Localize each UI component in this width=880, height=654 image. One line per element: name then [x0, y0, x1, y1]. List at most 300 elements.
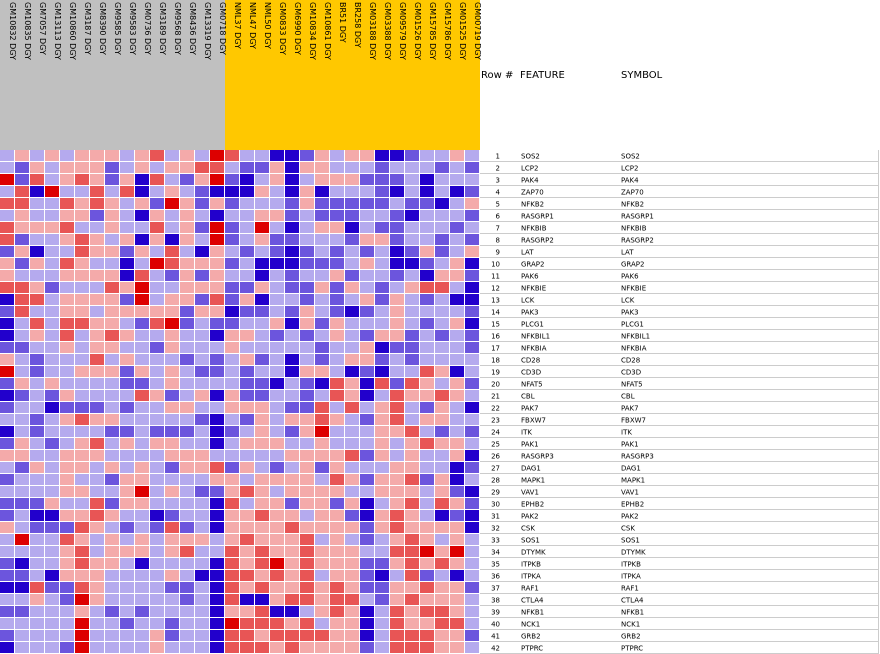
heatmap-cell: [435, 642, 449, 653]
heatmap-cell: [75, 606, 89, 617]
heatmap-cell: [375, 498, 389, 509]
heatmap-cell: [285, 306, 299, 317]
heatmap-cell: [225, 582, 239, 593]
heatmap-cell: [0, 234, 14, 245]
heatmap-cell: [270, 546, 284, 557]
heatmap-cell: [420, 510, 434, 521]
row-feature: RAF1: [521, 584, 539, 593]
heatmap-cell: [465, 246, 479, 257]
heatmap-cell: [360, 510, 374, 521]
heatmap-cell: [15, 618, 29, 629]
heatmap-cell: [120, 630, 134, 641]
heatmap-cell: [285, 582, 299, 593]
heatmap-cell: [285, 546, 299, 557]
heatmap-cell: [165, 318, 179, 329]
heatmap-cell: [60, 606, 74, 617]
heatmap-cell: [120, 378, 134, 389]
column-label: GM00719 DGY: [473, 2, 482, 60]
heatmap-cell: [0, 330, 14, 341]
heatmap-cell: [315, 462, 329, 473]
heatmap-cell: [390, 270, 404, 281]
heatmap-cell: [330, 534, 344, 545]
row-feature: PTPRC: [521, 644, 544, 653]
heatmap-cell: [225, 630, 239, 641]
heatmap-cell: [300, 474, 314, 485]
heatmap-cell: [345, 318, 359, 329]
heatmap-cell: [435, 462, 449, 473]
heatmap-cell: [360, 438, 374, 449]
heatmap-cell: [15, 402, 29, 413]
heatmap-cell: [225, 162, 239, 173]
heatmap-cell: [420, 378, 434, 389]
heatmap-cell: [345, 522, 359, 533]
heatmap-cell: [15, 570, 29, 581]
heatmap-cell: [30, 390, 44, 401]
row-number-header: Row #: [481, 70, 514, 81]
heatmap-cell: [330, 366, 344, 377]
heatmap-cell: [210, 642, 224, 653]
heatmap-cell: [0, 354, 14, 365]
heatmap-cell: [315, 510, 329, 521]
heatmap-cell: [315, 426, 329, 437]
heatmap-cell: [435, 162, 449, 173]
heatmap-cell: [60, 150, 74, 161]
row-number: 42: [491, 644, 500, 653]
heatmap-cell: [75, 318, 89, 329]
heatmap-cell: [420, 186, 434, 197]
heatmap-cell: [285, 426, 299, 437]
heatmap-cell: [45, 594, 59, 605]
heatmap-cell: [240, 270, 254, 281]
heatmap-cell: [315, 438, 329, 449]
heatmap-cell: [450, 546, 464, 557]
heatmap-cell: [105, 234, 119, 245]
heatmap-cell: [75, 354, 89, 365]
heatmap-cell: [30, 546, 44, 557]
heatmap-cell: [375, 210, 389, 221]
column-label: GM0718 DGY: [218, 2, 227, 55]
heatmap-cell: [405, 210, 419, 221]
heatmap-cell: [75, 486, 89, 497]
heatmap-cell: [405, 414, 419, 425]
row-feature: PAK4: [521, 176, 539, 185]
heatmap-cell: [0, 366, 14, 377]
heatmap-cell: [255, 162, 269, 173]
row-feature: NFKBIE: [521, 284, 547, 293]
heatmap-cell: [270, 462, 284, 473]
heatmap-cell: [105, 498, 119, 509]
heatmap-cell: [435, 270, 449, 281]
heatmap-cell: [405, 498, 419, 509]
heatmap-cell: [405, 150, 419, 161]
heatmap-cell: [450, 150, 464, 161]
heatmap-cell: [255, 402, 269, 413]
heatmap-cell: [375, 186, 389, 197]
heatmap-cell: [75, 474, 89, 485]
column-label: GM10860 DGY: [68, 2, 77, 60]
heatmap-cell: [360, 474, 374, 485]
heatmap-cell: [240, 630, 254, 641]
heatmap-cell: [270, 414, 284, 425]
heatmap-cell: [150, 162, 164, 173]
row-feature: LAT: [521, 248, 534, 257]
heatmap-cell: [255, 198, 269, 209]
heatmap-cell: [30, 426, 44, 437]
heatmap-cell: [225, 366, 239, 377]
heatmap-cell: [150, 222, 164, 233]
heatmap-cell: [90, 186, 104, 197]
heatmap-cell: [180, 342, 194, 353]
heatmap-cell: [195, 510, 209, 521]
heatmap-cell: [420, 558, 434, 569]
column-label: GM3189 DGY: [158, 2, 167, 55]
heatmap-cell: [465, 450, 479, 461]
heatmap-cell: [0, 558, 14, 569]
row-symbol: NFKBIE: [621, 284, 647, 293]
row-feature: GRAP2: [521, 260, 545, 269]
heatmap-cell: [405, 330, 419, 341]
heatmap-cell: [240, 546, 254, 557]
heatmap-cell: [315, 282, 329, 293]
heatmap-cell: [15, 186, 29, 197]
heatmap-cell: [270, 246, 284, 257]
heatmap-cell: [435, 246, 449, 257]
heatmap-cell: [120, 210, 134, 221]
heatmap-cell: [165, 186, 179, 197]
heatmap-cell: [315, 618, 329, 629]
heatmap-cell: [0, 390, 14, 401]
heatmap-cell: [360, 498, 374, 509]
heatmap-cell: [465, 162, 479, 173]
heatmap-cell: [375, 246, 389, 257]
heatmap-cell: [315, 162, 329, 173]
row-number: 21: [491, 392, 500, 401]
heatmap-cell: [165, 474, 179, 485]
heatmap-cell: [300, 462, 314, 473]
heatmap-cell: [60, 642, 74, 653]
heatmap-cell: [180, 318, 194, 329]
heatmap-cell: [450, 498, 464, 509]
heatmap-cell: [210, 534, 224, 545]
column-label: NML47 DGY: [248, 2, 257, 49]
heatmap-cell: [450, 534, 464, 545]
row-number: 39: [491, 608, 500, 617]
heatmap-cell: [90, 246, 104, 257]
heatmap-cell: [255, 522, 269, 533]
heatmap-cell: [45, 210, 59, 221]
heatmap-cell: [390, 474, 404, 485]
heatmap-cell: [150, 174, 164, 185]
heatmap-cell: [345, 642, 359, 653]
heatmap-cell: [45, 618, 59, 629]
heatmap-cell: [90, 174, 104, 185]
row-symbol: PAK1: [621, 440, 639, 449]
heatmap-cell: [195, 222, 209, 233]
heatmap-cell: [165, 546, 179, 557]
heatmap-cell: [225, 294, 239, 305]
heatmap-cell: [390, 510, 404, 521]
heatmap-cell: [15, 162, 29, 173]
heatmap-cell: [45, 258, 59, 269]
heatmap-cell: [0, 546, 14, 557]
heatmap-cell: [0, 618, 14, 629]
heatmap-cell: [180, 630, 194, 641]
heatmap-cell: [345, 438, 359, 449]
row-symbol: NFKBIL1: [621, 332, 651, 341]
heatmap-cell: [240, 162, 254, 173]
heatmap-cell: [15, 150, 29, 161]
row-symbol: CD28: [621, 356, 641, 365]
heatmap-cell: [195, 318, 209, 329]
heatmap-cell: [165, 450, 179, 461]
heatmap-cell: [360, 198, 374, 209]
heatmap-cell: [435, 438, 449, 449]
heatmap-cell: [225, 426, 239, 437]
row-symbol: ITPKB: [621, 560, 641, 569]
heatmap-cell: [270, 294, 284, 305]
row-feature: RASGRP2: [521, 236, 554, 245]
heatmap-cell: [315, 414, 329, 425]
heatmap-cell: [375, 642, 389, 653]
heatmap-cell: [435, 330, 449, 341]
row-feature: EPHB2: [521, 500, 545, 509]
heatmap-cell: [60, 594, 74, 605]
heatmap-cell: [105, 414, 119, 425]
heatmap-cell: [75, 366, 89, 377]
heatmap-cell: [165, 174, 179, 185]
heatmap-cell: [315, 402, 329, 413]
heatmap-cell: [450, 318, 464, 329]
row-feature: MAPK1: [521, 476, 546, 485]
heatmap-cell: [465, 486, 479, 497]
row-feature: ITPKB: [521, 560, 541, 569]
heatmap-cell: [195, 438, 209, 449]
row-feature: CBL: [521, 392, 535, 401]
heatmap-cell: [405, 294, 419, 305]
heatmap-cell: [405, 522, 419, 533]
heatmap-cell: [405, 174, 419, 185]
heatmap-cell: [135, 318, 149, 329]
heatmap-cell: [0, 306, 14, 317]
heatmap-cell: [315, 186, 329, 197]
heatmap-cell: [435, 606, 449, 617]
heatmap-cell: [210, 606, 224, 617]
column-label: GM9583 DGY: [128, 2, 137, 55]
heatmap-cell: [135, 606, 149, 617]
heatmap-cell: [270, 198, 284, 209]
heatmap-cell: [135, 498, 149, 509]
heatmap-cell: [375, 582, 389, 593]
row-symbol: FBXW7: [621, 416, 646, 425]
heatmap-cell: [330, 558, 344, 569]
heatmap-cell: [150, 318, 164, 329]
heatmap-cell: [390, 366, 404, 377]
heatmap-cell: [390, 390, 404, 401]
heatmap-cell: [420, 630, 434, 641]
heatmap-cell: [0, 258, 14, 269]
row-number: 40: [491, 620, 500, 629]
heatmap-cell: [210, 402, 224, 413]
heatmap-cell: [0, 246, 14, 257]
heatmap-cell: [375, 378, 389, 389]
heatmap-cell: [300, 330, 314, 341]
heatmap-cell: [45, 606, 59, 617]
heatmap-cell: [60, 546, 74, 557]
heatmap-cell: [360, 642, 374, 653]
heatmap-cell: [30, 246, 44, 257]
heatmap-cell: [180, 582, 194, 593]
heatmap-cell: [180, 642, 194, 653]
heatmap-cell: [180, 174, 194, 185]
heatmap-cell: [300, 546, 314, 557]
heatmap-cell: [330, 330, 344, 341]
heatmap-cell: [225, 354, 239, 365]
heatmap-cell: [270, 618, 284, 629]
column-label: GM13113 DGY: [53, 2, 62, 60]
heatmap-cell: [405, 582, 419, 593]
heatmap-cell: [135, 570, 149, 581]
heatmap-cell: [180, 570, 194, 581]
row-symbol: NCK1: [621, 620, 641, 629]
row-feature: NFKBIA: [521, 344, 547, 353]
heatmap-cell: [135, 366, 149, 377]
heatmap-cell: [435, 618, 449, 629]
heatmap-cell: [195, 150, 209, 161]
row-number: 7: [495, 224, 500, 233]
heatmap-cell: [345, 306, 359, 317]
heatmap-cell: [390, 342, 404, 353]
heatmap-cell: [90, 270, 104, 281]
heatmap-cell: [270, 258, 284, 269]
heatmap-cell: [465, 234, 479, 245]
heatmap-cell: [45, 222, 59, 233]
heatmap-cell: [225, 378, 239, 389]
row-number: 1: [495, 152, 500, 161]
heatmap-cell: [255, 606, 269, 617]
row-number: 30: [491, 500, 500, 509]
heatmap-cell: [300, 510, 314, 521]
heatmap-cell: [120, 306, 134, 317]
heatmap-cell: [285, 606, 299, 617]
heatmap-cell: [240, 198, 254, 209]
heatmap-cell: [330, 258, 344, 269]
heatmap-cell: [345, 366, 359, 377]
heatmap-cell: [450, 618, 464, 629]
heatmap-cell: [300, 174, 314, 185]
heatmap-cell: [450, 642, 464, 653]
heatmap-cell: [30, 258, 44, 269]
heatmap-cell: [165, 234, 179, 245]
heatmap-cell: [420, 450, 434, 461]
heatmap-cell: [300, 402, 314, 413]
heatmap-cell: [225, 234, 239, 245]
heatmap-cell: [345, 354, 359, 365]
heatmap-cell: [15, 630, 29, 641]
heatmap-cell: [420, 438, 434, 449]
heatmap-cell: [285, 630, 299, 641]
heatmap-cell: [150, 330, 164, 341]
heatmap-cell: [360, 618, 374, 629]
heatmap-cell: [225, 342, 239, 353]
heatmap-cell: [165, 222, 179, 233]
heatmap-cell: [450, 594, 464, 605]
heatmap-cell: [60, 618, 74, 629]
heatmap-cell: [255, 258, 269, 269]
heatmap-cell: [345, 462, 359, 473]
heatmap-cell: [375, 222, 389, 233]
heatmap-cell: [285, 450, 299, 461]
heatmap-cell: [405, 474, 419, 485]
heatmap-cell: [75, 510, 89, 521]
heatmap-cell: [150, 186, 164, 197]
row-number: 37: [491, 584, 500, 593]
heatmap-cell: [75, 162, 89, 173]
heatmap-cell: [195, 462, 209, 473]
heatmap-cell: [225, 150, 239, 161]
heatmap-cell: [30, 606, 44, 617]
heatmap-cell: [240, 606, 254, 617]
heatmap-cell: [75, 402, 89, 413]
heatmap-cell: [150, 606, 164, 617]
heatmap-cell: [120, 258, 134, 269]
heatmap-cell: [390, 318, 404, 329]
heatmap-cell: [75, 534, 89, 545]
heatmap-cell: [165, 342, 179, 353]
heatmap-cell: [465, 258, 479, 269]
heatmap-cell: [270, 438, 284, 449]
heatmap-cell: [90, 150, 104, 161]
row-symbol: NFAT5: [621, 380, 643, 389]
heatmap-cell: [120, 234, 134, 245]
heatmap-cell: [450, 438, 464, 449]
row-number: 34: [491, 548, 500, 557]
heatmap-cell: [45, 390, 59, 401]
heatmap-cell: [180, 390, 194, 401]
row-feature: GRB2: [521, 632, 541, 641]
heatmap-cell: [105, 246, 119, 257]
heatmap-cell: [375, 462, 389, 473]
heatmap-cell: [105, 366, 119, 377]
heatmap-cell: [180, 486, 194, 497]
heatmap-cell: [105, 522, 119, 533]
heatmap-cell: [60, 402, 74, 413]
column-label: GM7057 DGY: [38, 2, 47, 55]
row-symbol: PAK7: [621, 404, 639, 413]
heatmap-cell: [210, 426, 224, 437]
heatmap-cell: [75, 258, 89, 269]
heatmap-cell: [135, 258, 149, 269]
heatmap-cell: [315, 330, 329, 341]
row-number: 41: [491, 632, 500, 641]
heatmap-cell: [285, 474, 299, 485]
heatmap-cell: [360, 546, 374, 557]
heatmap-cell: [90, 546, 104, 557]
heatmap-cell: [165, 150, 179, 161]
heatmap-cell: [300, 582, 314, 593]
heatmap-cell: [165, 582, 179, 593]
heatmap-cell: [180, 162, 194, 173]
heatmap-cell: [465, 630, 479, 641]
heatmap-cell: [315, 546, 329, 557]
heatmap-cell: [330, 414, 344, 425]
heatmap-cell: [420, 282, 434, 293]
heatmap-cell: [285, 510, 299, 521]
heatmap-cell: [330, 402, 344, 413]
heatmap-cell: [135, 630, 149, 641]
heatmap-cell: [435, 258, 449, 269]
heatmap-cell: [450, 630, 464, 641]
heatmap-cell: [0, 438, 14, 449]
